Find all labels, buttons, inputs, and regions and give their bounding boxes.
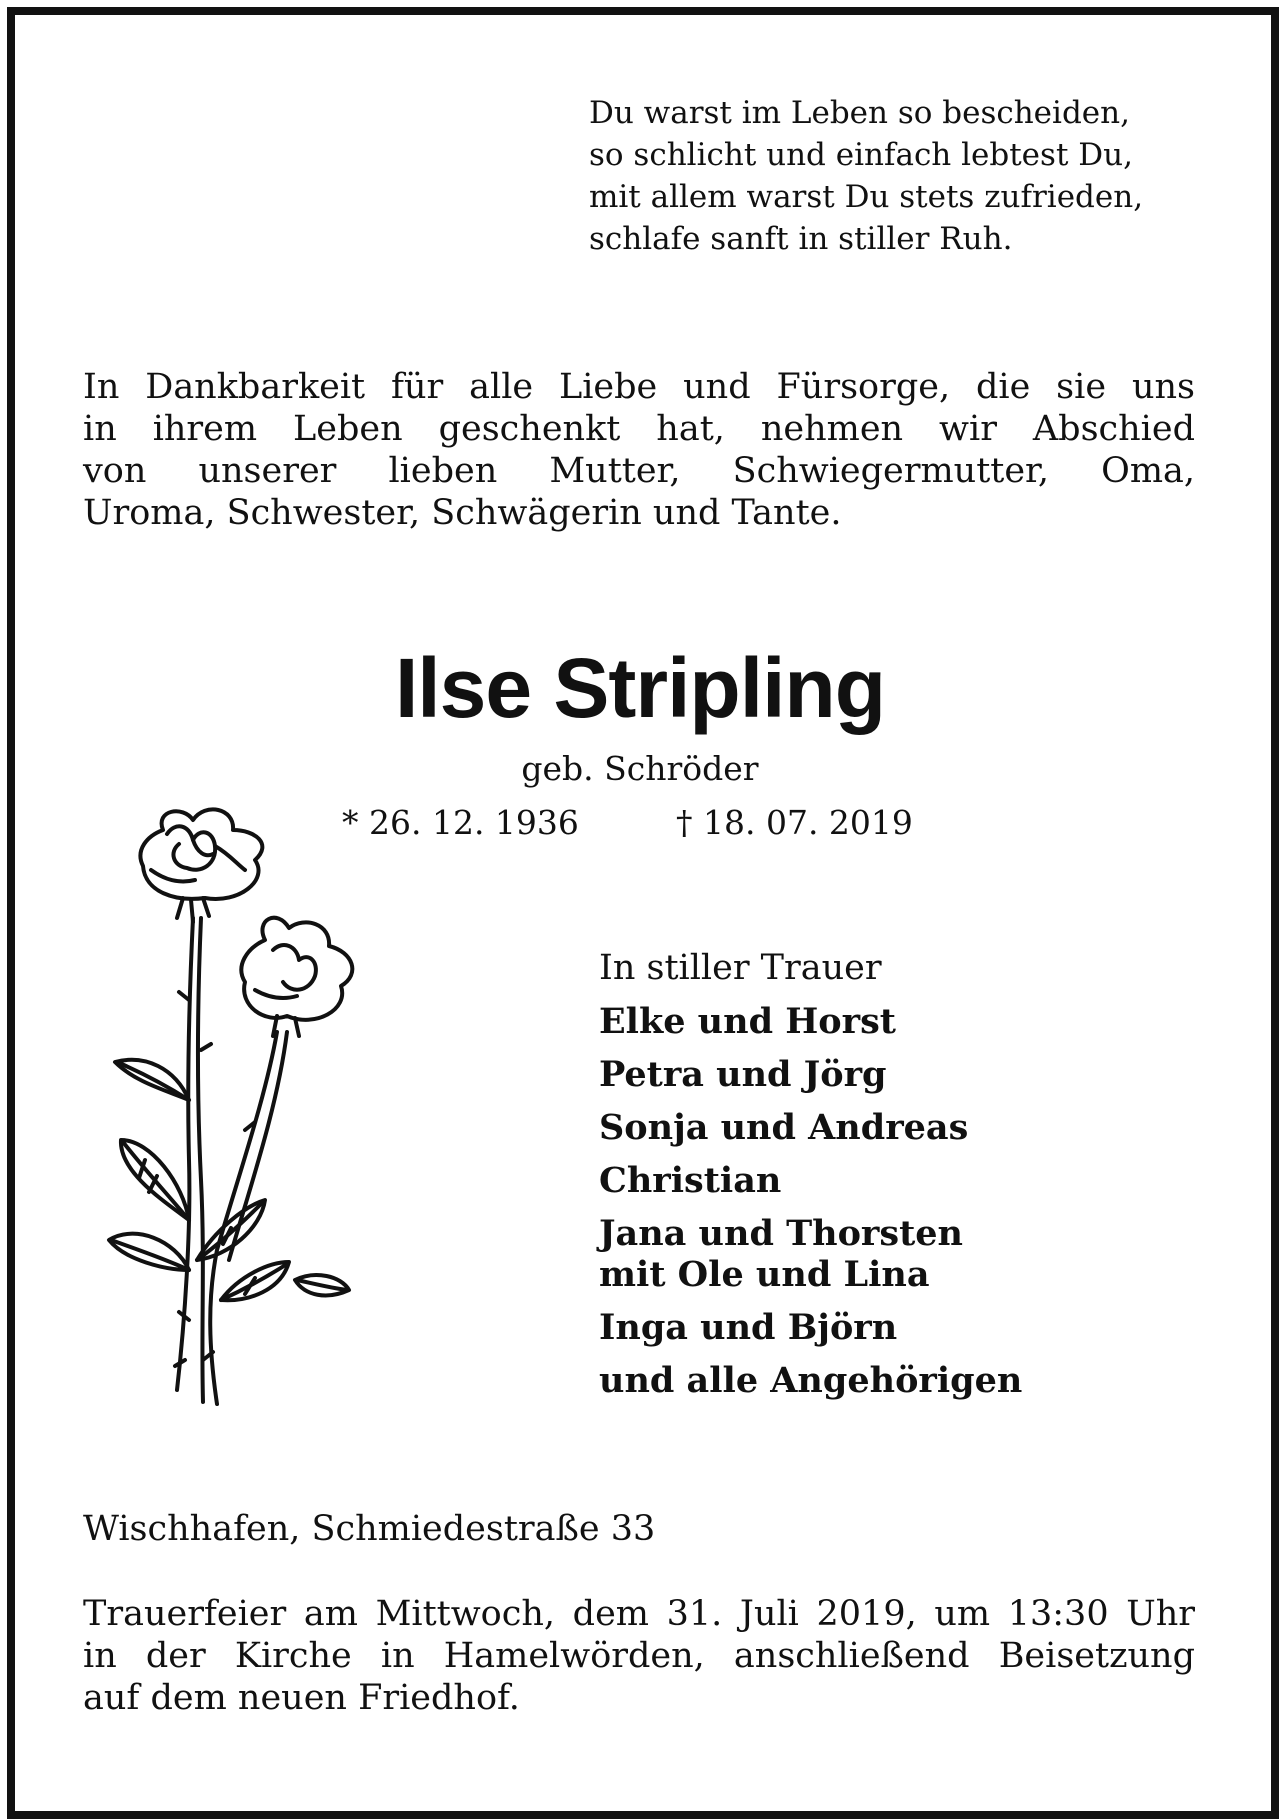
mourner-line: Sonja und Andreas [599,1107,969,1148]
mourners-intro: In stiller Trauer [599,948,882,988]
mourner-entry [599,1160,1239,1201]
intro-line: In Dankbarkeit für alle Liebe und Fürsorge, die sie uns [83,367,1195,407]
mourner-entry [599,1360,1239,1401]
intro-line: von unserer lieben Mutter, Schwiegermutter, Oma, [83,451,1195,491]
mourner-entry [599,1001,1239,1042]
mourner-line: Jana und Thorsten [599,1213,963,1254]
rose-drawing-icon [105,800,375,1410]
deceased-name: Ilse Stripling [394,641,886,735]
intro-text [83,366,1195,534]
poem-line: Du warst im Leben so bescheiden, [589,95,1130,131]
address: Wischhafen, Schmiedestraße 33 [83,1509,656,1549]
death-date: † 18. 07. 2019 [676,803,913,842]
mourner-line: mit Ole und Lina [599,1254,930,1295]
mourner-entry [599,1107,1239,1148]
poem [589,92,1229,260]
intro-line: in ihrem Leben geschenkt hat, nehmen wir Abschied [83,409,1195,449]
mourner-entry [599,1054,1239,1095]
service-line: auf dem neuen Friedhof. [83,1678,520,1718]
mourner-line: Elke und Horst [599,1001,896,1042]
mourner-line: Inga und Björn [599,1307,898,1348]
service-line: Trauerfeier am Mittwoch, dem 31. Juli 2019, um 13:30 Uhr [83,1594,1195,1634]
maiden-name: geb. Schröder [521,749,759,788]
mourners-list [599,948,1239,1413]
poem-line: mit allem warst Du stets zufrieden, [589,179,1144,215]
poem-line: schlafe sanft in stiller Ruh. [589,221,1013,257]
funeral-service-info [83,1593,1195,1719]
service-line: in der Kirche in Hamelwörden, anschließend Beisetzung [83,1636,1195,1676]
mourner-entry [599,1213,1239,1295]
intro-line: Uroma, Schwester, Schwägerin und Tante. [83,493,842,533]
mourner-line: Petra und Jörg [599,1054,887,1095]
mourner-entry [599,1307,1239,1348]
mourner-line: und alle Angehörigen [599,1360,1023,1401]
poem-line: so schlicht und einfach lebtest Du, [589,137,1133,173]
birth-date: * 26. 12. 1936 [342,803,579,842]
mourner-line: Christian [599,1160,782,1201]
